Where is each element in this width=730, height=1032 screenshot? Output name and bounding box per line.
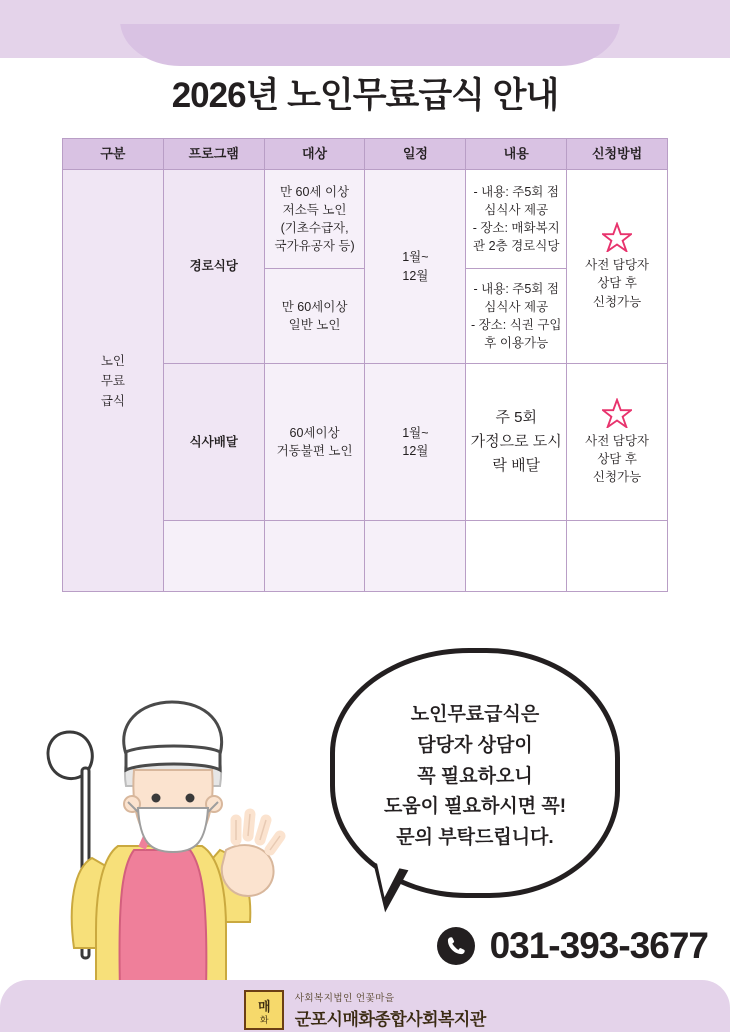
content-line: 가정으로 도시락 배달 <box>470 433 562 474</box>
target-cell-row2 <box>264 269 365 364</box>
schedule-line: 1월~ <box>402 250 429 265</box>
phone-icon <box>437 927 475 965</box>
phone-glyph <box>445 935 467 957</box>
category-line-1: 노인 <box>100 353 125 368</box>
category-cell <box>63 170 164 592</box>
contact-row <box>0 925 730 967</box>
category-line-2: 무료 <box>100 373 125 388</box>
target-cell-row1 <box>264 170 365 269</box>
target-line: 저소득 노인 <box>282 202 347 217</box>
footer-org-sub: 사회복지법인 언꽃마을 <box>294 993 395 1004</box>
table-header-category: 구분 <box>63 139 164 170</box>
category-line-3: 급식 <box>100 393 125 408</box>
content-cell-row2 <box>466 269 567 364</box>
logo-badge-icon <box>244 990 284 1030</box>
spacer-cell-content <box>466 521 567 592</box>
table-header-program: 프로그램 <box>163 139 264 170</box>
content-cell-row1 <box>466 170 567 269</box>
bubble-line: 꼭 필요하오니 <box>417 765 533 787</box>
target-line: 거동불편 노인 <box>276 444 353 458</box>
program-cell-delivery: 식사배달 <box>163 364 264 521</box>
bubble-line: 문의 부탁드립니다. <box>396 827 554 849</box>
apply-line: 상담 후 <box>597 276 637 291</box>
bubble-line: 담당자 상담이 <box>417 734 533 756</box>
schedule-line: 12월 <box>402 268 429 283</box>
speech-bubble-text <box>330 700 620 854</box>
target-cell-row3 <box>264 364 365 521</box>
content-line: - 장소: 매화복지관 2층 경로식당 <box>472 221 560 254</box>
apply-cell-row3 <box>567 364 668 521</box>
target-line: 만 60세 이상 <box>279 184 350 199</box>
star-icon <box>602 398 632 428</box>
table-header-target: 대상 <box>264 139 365 170</box>
schedule-cell-row1 <box>365 170 466 364</box>
spacer-cell-schedule <box>365 521 466 592</box>
footer-org-name: 군포시매화종합사회복지관 <box>294 1010 486 1029</box>
program-table-wrapper <box>62 138 668 592</box>
schedule-cell-row3 <box>365 364 466 521</box>
apply-cell-row1 <box>567 170 668 364</box>
top-band-cover <box>0 0 730 24</box>
spacer-cell-program <box>163 521 264 592</box>
target-line: (기초수급자, <box>280 221 349 235</box>
content-line: - 장소: 식권 구입 후 이용가능 <box>470 318 562 351</box>
apply-line: 신청가능 <box>592 470 642 485</box>
content-line: - 내용: 주5회 점심식사 제공 <box>473 184 559 217</box>
page-title: 2026년 노인무료급식 안내 <box>171 76 559 115</box>
logo-badge-main: 매 <box>257 999 271 1014</box>
schedule-line: 12월 <box>402 444 429 458</box>
apply-line: 사전 담당자 <box>585 258 649 273</box>
table-header-apply: 신청방법 <box>567 139 668 170</box>
spacer-cell-apply <box>567 521 668 592</box>
table-row <box>63 170 668 269</box>
apply-line: 신청가능 <box>592 294 642 309</box>
top-decorative-band <box>0 0 730 58</box>
cook-hand <box>222 814 280 896</box>
program-table <box>62 138 668 592</box>
logo-badge-sub: 화 <box>259 1015 269 1025</box>
content-line: - 내용: 주5회 점심식사 제공 <box>473 281 559 314</box>
target-line: 60세이상 <box>289 425 340 440</box>
content-cell-row3 <box>466 364 567 521</box>
phone-number[interactable]: 031-393-3677 <box>489 925 708 966</box>
spacer-cell-target <box>264 521 365 592</box>
cook-head <box>124 702 222 852</box>
footer-logo <box>0 990 730 1030</box>
apply-line: 상담 후 <box>597 451 637 466</box>
table-header-schedule: 일정 <box>365 139 466 170</box>
program-cell-gyeongno: 경로식당 <box>163 170 264 364</box>
table-header-content: 내용 <box>466 139 567 170</box>
bubble-line: 노인무료급식은 <box>410 704 540 725</box>
target-line: 국가유공자 등) <box>274 239 355 254</box>
content-line: 주 5회 <box>495 409 537 426</box>
star-icon <box>602 222 632 252</box>
footer-org-text <box>295 990 486 1030</box>
target-line: 일반 노인 <box>288 318 341 332</box>
target-line: 만 60세이상 <box>281 299 348 314</box>
schedule-line: 1월~ <box>402 425 429 440</box>
table-header-row <box>63 139 668 170</box>
bubble-line: 도움이 필요하시면 꼭! <box>383 796 567 818</box>
apply-line: 사전 담당자 <box>585 433 649 448</box>
